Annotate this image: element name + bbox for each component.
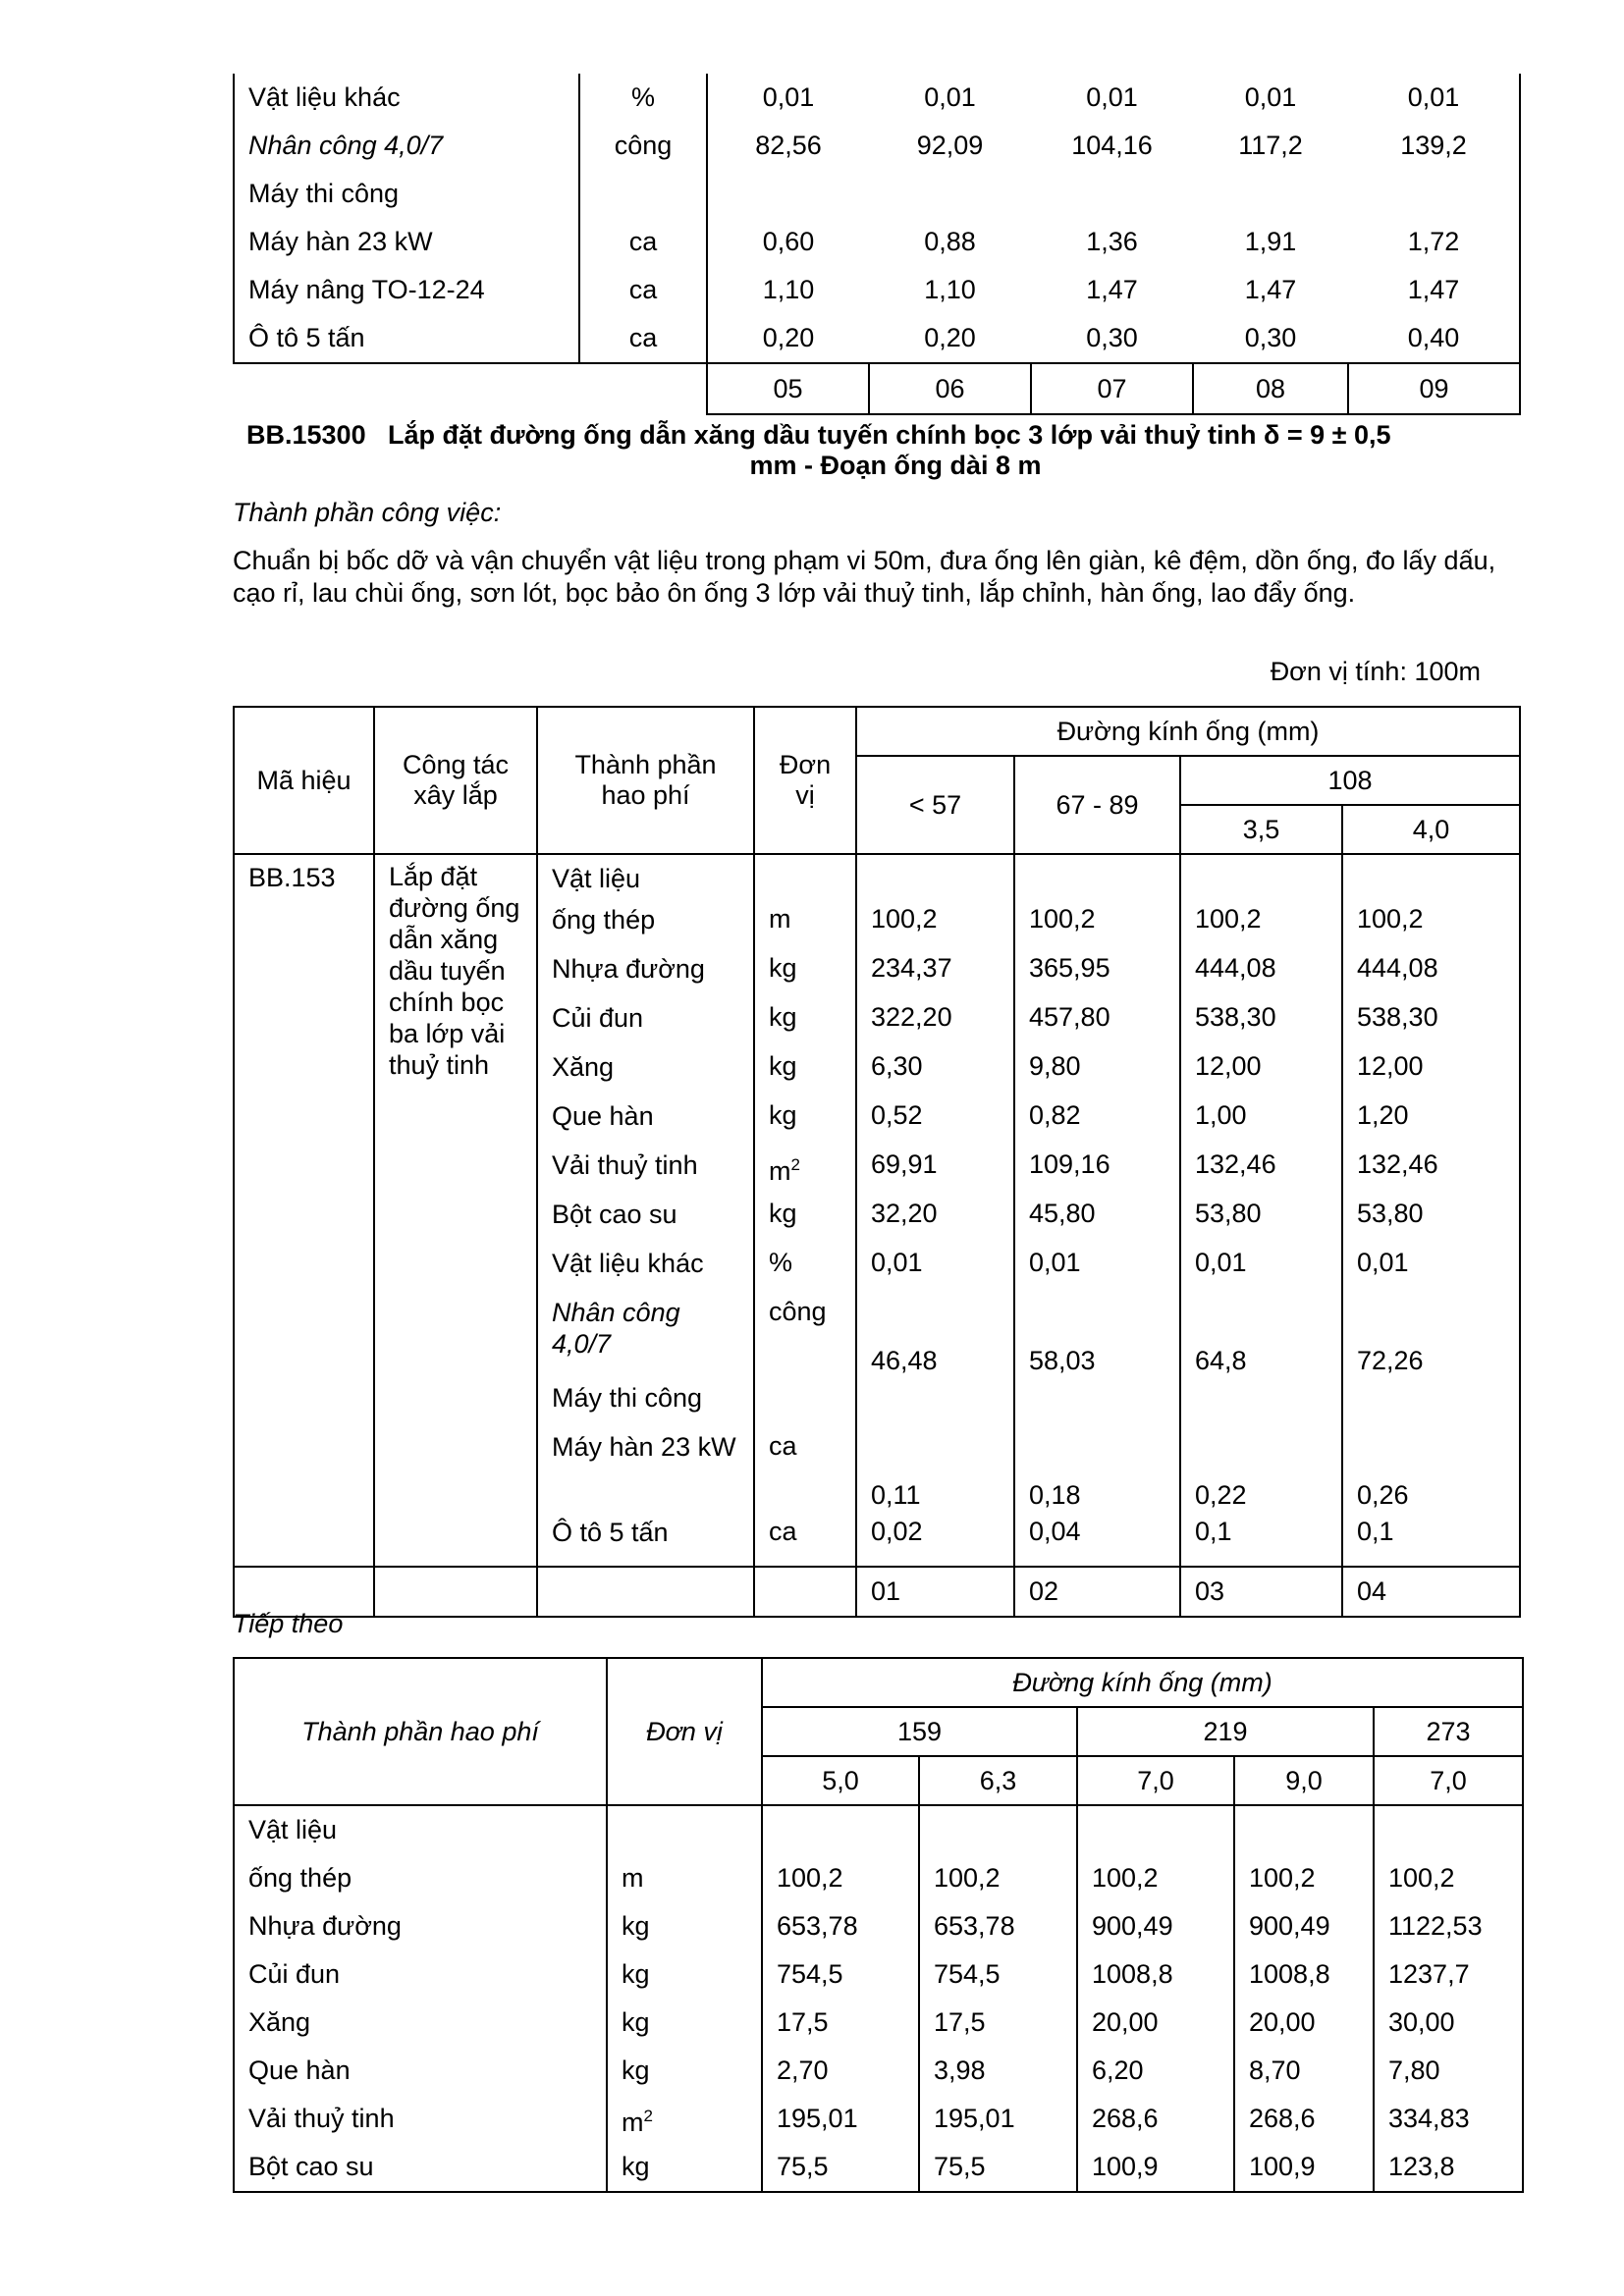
value-cell: 0,20 [924,323,976,352]
table-row [234,314,1520,363]
item-name-cell: Que hàn [537,1100,754,1149]
continued-table [233,1657,1524,2193]
value-cell [1180,1382,1342,1431]
value-cell: 0,82 [1014,1100,1180,1149]
value-cell: 3,98 [919,2047,1077,2095]
header-thickness-5: 7,0 [1374,1756,1523,1805]
value-cell: 100,2 [1180,904,1342,953]
unit-cell [754,854,856,904]
column-code-cell: 02 [1014,1567,1180,1617]
item-name-cell: Máy hàn 23 kW [234,218,579,266]
column-code-cell: 04 [1342,1567,1520,1617]
unit-text: kg [622,2152,650,2181]
table-row [234,1854,1523,1902]
unit-superscript: 2 [643,2106,653,2125]
blank-cell [754,1567,856,1617]
value-cell: 104,16 [1071,131,1153,160]
item-name-cell: Vật liệu khác [537,1248,754,1297]
value-cell: 8,70 [1234,2047,1374,2095]
value-cell: 1,47 [1244,275,1297,304]
value-cell: 0,22 [1180,1431,1342,1517]
header-d-108: 108 [1180,756,1520,805]
item-name-cell: ống thép [234,1854,607,1902]
unit-cell [754,1002,856,1051]
header-d-67-89: 67 - 89 [1014,756,1180,854]
value-cell: 100,9 [1077,2143,1234,2192]
value-cell: 82,56 [707,122,869,170]
unit-cell [754,953,856,1002]
unit-of-measure: Đơn vị tính: 100m [1270,657,1481,686]
unit-cell [754,1517,856,1567]
value-cell: 0,04 [1014,1517,1180,1567]
blank-cell [374,1567,537,1617]
unit-cell [607,1950,762,1999]
header-d-159: 159 [762,1707,1077,1756]
value-cell [1342,1382,1520,1431]
header-d-273: 273 [1374,1707,1523,1756]
value-cell [856,854,1014,904]
value-cell [1193,170,1348,218]
value-cell: 12,00 [1342,1051,1520,1100]
value-cell: 1,36 [1086,227,1138,256]
header-don-vi: Đơn vị [754,707,856,854]
work-components-description: Chuẩn bị bốc dỡ và vận chuyển vật liệu trong phạm vi 50m, đưa ống lên giàn, kê đệm, dồn ống, đo lấy dấu, cạo rỉ, lau chùi ống, sơn lót, bọc bảo ôn ống 3 lớp vải thuỷ tinh, lắp chỉnh, hàn ống, lao đẩy ống. [233,546,1496,608]
header-d-lt57: < 57 [856,756,1014,854]
value-cell: 100,2 [1014,904,1180,953]
column-code-cell: 03 [1180,1567,1342,1617]
value-cell: 0,01 [1342,1248,1520,1297]
value-cell: 1008,8 [1234,1950,1374,1999]
value-cell: 100,2 [1342,904,1520,953]
unit-text: m [622,1863,644,1893]
value-cell: 6,20 [1077,2047,1234,2095]
section-title-line2: mm - Đoạn ống dài 8 m [749,451,1042,480]
header-d-108-4-0: 4,0 [1342,805,1520,854]
item-name-cell: Vải thuỷ tinh [537,1149,754,1199]
unit-cell [754,1149,856,1199]
unit-cell [607,2095,762,2143]
table-row [234,122,1520,170]
item-name-cell: Nhân công 4,0/7 [537,1297,754,1382]
table-row [234,1902,1523,1950]
value-cell [762,1805,919,1854]
column-code-cell: 09 [1348,363,1520,414]
value-cell: 0,30 [1086,323,1138,352]
header-thickness-2: 6,3 [919,1756,1077,1805]
item-name-cell: Vật liệu [537,854,754,904]
header-d-108-3-5: 3,5 [1180,805,1342,854]
item-name-cell: Máy nâng TO-12-24 [234,266,579,314]
value-cell: 53,80 [1180,1199,1342,1248]
value-cell: 0,18 [1014,1431,1180,1517]
value-cell: 0,01 [1244,82,1297,112]
value-cell: 17,5 [762,1999,919,2047]
value-cell [856,1382,1014,1431]
code-row [234,363,1520,414]
item-name-cell: Bột cao su [234,2143,607,2192]
section-code: BB.15300 [246,420,366,450]
value-cell: 0,30 [1244,323,1297,352]
value-cell: 72,26 [1342,1297,1520,1382]
value-cell [1234,1805,1374,1854]
value-cell [707,170,869,218]
value-cell: 100,2 [856,904,1014,953]
unit-text: m [769,904,791,934]
unit-text: công [769,1297,827,1326]
value-cell: 1,47 [1348,266,1520,314]
value-cell: 1122,53 [1374,1902,1523,1950]
column-code-cell: 05 [707,363,869,414]
column-code-cell: 07 [1031,363,1193,414]
value-cell [1180,854,1342,904]
value-cell: 117,2 [1238,131,1303,160]
item-name-cell: Que hàn [234,2047,607,2095]
code-row [234,1567,1520,1617]
value-cell: 0,01 [1014,1248,1180,1297]
unit-text: kg [769,1199,797,1228]
unit-cell [754,1382,856,1431]
value-cell [1014,854,1180,904]
value-cell: 32,20 [856,1199,1014,1248]
value-cell: 45,80 [1014,1199,1180,1248]
unit-text: % [769,1248,793,1277]
unit-cell: ca [579,314,707,363]
value-cell: 100,2 [919,1854,1077,1902]
value-cell: 1,91 [1244,227,1297,256]
value-cell: 0,02 [856,1517,1014,1567]
item-name-cell: Nhựa đường [234,1902,607,1950]
value-cell: 64,8 [1180,1297,1342,1382]
item-name-cell: Nhân công 4,0/7 [234,122,579,170]
norms-table [233,706,1521,1618]
unit-cell: công [579,122,707,170]
value-cell: 234,37 [856,953,1014,1002]
value-cell: 46,48 [856,1297,1014,1382]
item-name-cell: ống thép [537,904,754,953]
work-code-cell: BB.153 [234,854,374,1567]
table-row [234,2095,1523,2143]
header-thickness-3: 7,0 [1077,1756,1234,1805]
unit-cell [607,1999,762,2047]
header-duong-kinh: Đường kính ống (mm) [762,1658,1523,1707]
continuation-table [233,74,1521,415]
item-name-cell: Bột cao su [537,1199,754,1248]
column-code-cell: 01 [856,1567,1014,1617]
value-cell: 53,80 [1342,1199,1520,1248]
table-row [234,1805,1523,1854]
value-cell: 100,2 [1077,1854,1234,1902]
unit-cell [607,2143,762,2192]
unit-text: kg [769,1100,797,1130]
value-cell: 0,20 [707,314,869,363]
item-name-cell: Máy thi công [234,170,579,218]
value-cell: 0,26 [1342,1431,1520,1517]
item-name-cell: Vật liệu khác [234,74,579,122]
value-cell: 0,01 [707,74,869,122]
value-cell: 457,80 [1014,1002,1180,1051]
value-cell: 195,01 [919,2095,1077,2143]
value-cell: 100,2 [1234,1854,1374,1902]
unit-text: kg [622,2007,650,2037]
work-description-cell: Lắp đặt đường ống dẫn xăng dầu tuyến chính bọc ba lớp vải thuỷ tinh [374,854,537,1567]
table-row [234,854,1520,904]
item-name-cell: Củi đun [234,1950,607,1999]
item-name-cell: Vải thuỷ tinh [234,2095,607,2143]
value-cell: 0,52 [856,1100,1014,1149]
value-cell [1348,170,1520,218]
value-cell: 0,1 [1342,1517,1520,1567]
value-cell: 109,16 [1014,1149,1180,1199]
table-row [234,266,1520,314]
unit-text: kg [769,953,797,983]
value-cell: 9,80 [1014,1051,1180,1100]
column-code-cell: 08 [1193,363,1348,414]
header-thanh-phan: Thành phần hao phí [234,1658,607,1805]
value-cell: 653,78 [762,1902,919,1950]
table-row [234,218,1520,266]
unit-cell [754,1297,856,1382]
value-cell: 58,03 [1014,1297,1180,1382]
value-cell: 7,80 [1374,2047,1523,2095]
unit-cell [607,2047,762,2095]
header-ma-hieu: Mã hiệu [234,707,374,854]
value-cell: 30,00 [1374,1999,1523,2047]
item-name-cell: Xăng [234,1999,607,2047]
value-cell: 0,60 [707,218,869,266]
item-name-cell: Củi đun [537,1002,754,1051]
value-cell: 1,47 [1086,275,1138,304]
value-cell [869,170,1031,218]
value-cell: 132,46 [1180,1149,1342,1199]
value-cell: 2,70 [762,2047,919,2095]
value-cell: 1,00 [1180,1100,1342,1149]
unit-text: m [769,1156,791,1186]
value-cell: 12,00 [1180,1051,1342,1100]
item-name-cell: Xăng [537,1051,754,1100]
value-cell: 75,5 [762,2143,919,2192]
unit-superscript: 2 [790,1155,800,1174]
value-cell: 92,09 [916,131,984,160]
value-cell: 20,00 [1234,1999,1374,2047]
value-cell: 0,88 [924,227,976,256]
unit-cell [579,170,707,218]
value-cell [919,1805,1077,1854]
value-cell: 1008,8 [1077,1950,1234,1999]
value-cell: 0,1 [1180,1517,1342,1567]
value-cell: 0,01 [1348,74,1520,122]
unit-text: kg [769,1002,797,1032]
value-cell [1342,854,1520,904]
unit-text: ca [769,1431,797,1461]
value-cell: 0,40 [1348,314,1520,363]
unit-cell [754,904,856,953]
header-thickness-4: 9,0 [1234,1756,1374,1805]
item-name-cell: Ô tô 5 tấn [537,1517,754,1567]
unit-cell [607,1902,762,1950]
value-cell: 365,95 [1014,953,1180,1002]
value-cell: 322,20 [856,1002,1014,1051]
value-cell: 75,5 [919,2143,1077,2192]
value-cell: 0,01 [924,82,976,112]
table-row [234,2143,1523,2192]
unit-text: kg [622,2056,650,2085]
unit-cell: ca [579,218,707,266]
value-cell: 444,08 [1342,953,1520,1002]
unit-cell [754,1199,856,1248]
header-duong-kinh: Đường kính ống (mm) [856,707,1520,756]
value-cell: 17,5 [919,1999,1077,2047]
value-cell: 100,2 [762,1854,919,1902]
unit-text: kg [769,1051,797,1081]
value-cell: 653,78 [919,1902,1077,1950]
value-cell: 195,01 [762,2095,919,2143]
value-cell: 1,10 [924,275,976,304]
value-cell: 100,9 [1234,2143,1374,2192]
continued-label: Tiếp theo [233,1609,344,1638]
table-row [234,74,1520,122]
value-cell: 444,08 [1180,953,1342,1002]
header-thickness-1: 5,0 [762,1756,919,1805]
header-d-219: 219 [1077,1707,1374,1756]
item-name-cell: Nhựa đường [537,953,754,1002]
unit-cell: ca [579,266,707,314]
value-cell: 334,83 [1374,2095,1523,2143]
value-cell: 1,10 [707,266,869,314]
value-cell: 0,01 [1180,1248,1342,1297]
blank-cell [537,1567,754,1617]
value-cell: 538,30 [1180,1002,1342,1051]
unit-text: m [622,2107,644,2137]
table-row [234,1999,1523,2047]
value-cell: 754,5 [762,1950,919,1999]
value-cell: 0,01 [856,1248,1014,1297]
value-cell: 268,6 [1077,2095,1234,2143]
item-name-cell: Máy hàn 23 kW [537,1431,754,1517]
unit-cell [754,1248,856,1297]
header-don-vi: Đơn vị [607,1658,762,1805]
unit-cell [754,1100,856,1149]
unit-cell [754,1051,856,1100]
unit-cell [607,1805,762,1854]
section-title [233,420,1519,481]
value-cell: 139,2 [1348,122,1520,170]
item-name-cell: Máy thi công [537,1382,754,1431]
value-cell: 123,8 [1374,2143,1523,2192]
value-cell: 538,30 [1342,1002,1520,1051]
work-components-label: Thành phần công việc: [233,498,502,527]
table-row [234,170,1520,218]
value-cell [1014,1382,1180,1431]
value-cell: 6,30 [856,1051,1014,1100]
value-cell: 1,72 [1348,218,1520,266]
column-code-cell: 06 [869,363,1031,414]
value-cell [1374,1805,1523,1854]
item-name-cell: Vật liệu [234,1805,607,1854]
value-cell: 100,2 [1374,1854,1523,1902]
value-cell: 0,01 [1086,82,1138,112]
header-cong-tac: Công tác xây lắp [374,707,537,854]
value-cell: 69,91 [856,1149,1014,1199]
value-cell: 0,11 [856,1431,1014,1517]
value-cell: 268,6 [1234,2095,1374,2143]
table-row [234,2047,1523,2095]
value-cell: 1237,7 [1374,1950,1523,1999]
value-cell: 900,49 [1234,1902,1374,1950]
value-cell: 754,5 [919,1950,1077,1999]
value-cell [1031,170,1193,218]
unit-text: kg [622,1911,650,1941]
unit-cell: % [579,74,707,122]
value-cell: 20,00 [1077,1999,1234,2047]
value-cell: 132,46 [1342,1149,1520,1199]
table-row [234,1950,1523,1999]
blank-cell [234,363,707,414]
item-name-cell: Ô tô 5 tấn [234,314,579,363]
unit-cell [754,1431,856,1517]
unit-text: ca [769,1517,797,1546]
section-title-line1: Lắp đặt đường ống dẫn xăng dầu tuyến chính bọc 3 lớp vải thuỷ tinh δ = 9 ± 0,5 [388,420,1391,450]
unit-cell [607,1854,762,1902]
value-cell [1077,1805,1234,1854]
value-cell: 900,49 [1077,1902,1234,1950]
unit-text: kg [622,1959,650,1989]
value-cell: 1,20 [1342,1100,1520,1149]
header-thanh-phan: Thành phần hao phí [537,707,754,854]
